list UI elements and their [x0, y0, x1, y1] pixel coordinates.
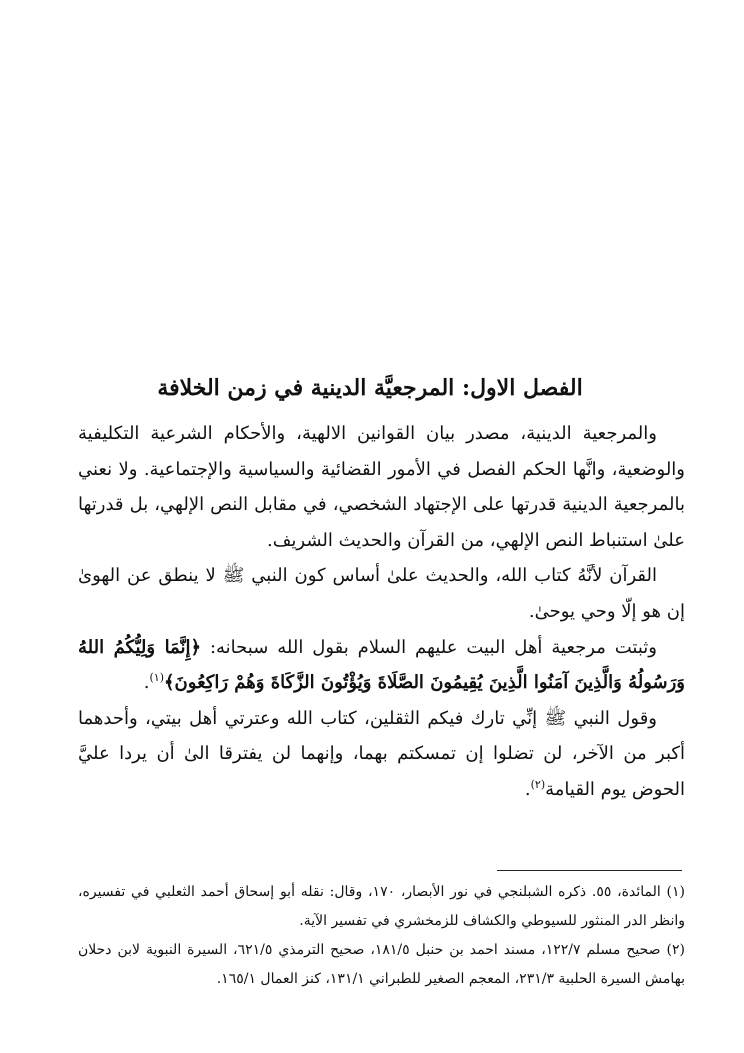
footnote-ref-1: (١): [149, 671, 164, 685]
paragraph-3: [78, 630, 685, 701]
footnotes: [78, 878, 685, 994]
paragraph-4-end: .: [524, 778, 531, 800]
footnote-ref-2: (٢): [530, 777, 546, 791]
paragraph-4-text: وقول النبي ﷺ إنِّي تارك فيكم الثقلين، كتاب الله وعترتي أهل بيتي، وأحدهما أكبر من الآخر، لن تضلوا إن تمسكتم بهما، وإنهما لن يفترقا الىٰ أن يردا عليَّ الحوض يوم القيامة: [78, 707, 685, 800]
paragraph-3-end: .: [143, 672, 150, 694]
chapter-title: الفصل الاول: المرجعيَّة الدينية في زمن الخلافة: [157, 375, 583, 401]
body-text: [78, 416, 685, 808]
footnote-divider: [497, 870, 682, 871]
quran-verse: ﴿إِنَّمَا وَلِيُّكُمُ اللهُ وَرَسُولُهُ وَالَّذِينَ آمَنُوا الَّذِينَ يُقِيمُونَ الصَّلَاةَ وَيُؤْتُونَ الزَّكَاةَ وَهُمْ رَاكِعُونَ﴾: [78, 636, 685, 694]
footnote-1: (١) المائدة، ٥٥. ذكره الشبلنجي في نور الأبصار، ١٧٠، وقال: نقله أبو إسحاق أحمد الثعلبي في تفسيره، وانظر الدر المنثور للسيوطي والكشاف للزمخشري في تفسير الآية.: [78, 884, 685, 929]
paragraph-3-intro: وثبتت مرجعية أهل البيت عليهم السلام بقول الله سبحانه:: [201, 636, 657, 658]
footnote-2: (٢) صحيح مسلم ١٢٢/٧، مسند احمد بن حنبل ١٨١/٥، صحيح الترمذي ٦٢١/٥، السيرة النبوية لابن دحلان بهامش السيرة الحلبية ٢٣١/٣، المعجم الصغير للطبراني ١٣١/١، كنز العمال ١٦٥/١.: [78, 942, 685, 987]
paragraph-4: [78, 701, 685, 808]
paragraph-1: والمرجعية الدينية، مصدر بيان القوانين الالهية، والأحكام الشرعية التكليفية والوضعية، وانَّها الحكم الفصل في الأمور القضائية والسياسية والإجتماعية. ولا نعني بالمرجعية الدينية قدرتها على الإجتهاد الشخصي، في مقابل النص الإلهي، بل قدرتها علىٰ استنباط النص الإلهي، من القرآن والحديث الشريف.: [78, 423, 685, 551]
paragraph-2: القرآن لأنَّهُ كتاب الله، والحديث علىٰ أساس كون النبي ﷺ لا ينطق عن الهوىٰ إن هو إلّا وحي يوحىٰ.: [78, 565, 685, 622]
